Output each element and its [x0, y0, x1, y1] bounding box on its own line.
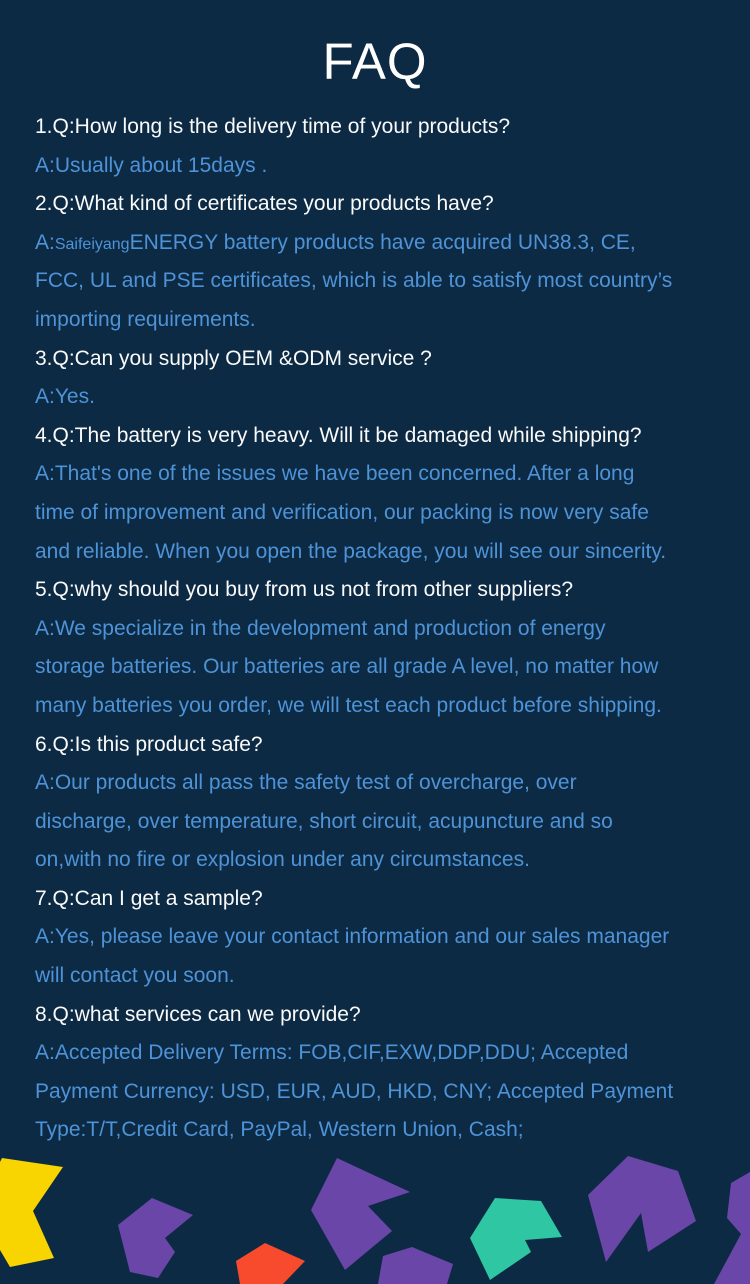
- faq-question-4: 4.Q:The battery is very heavy. Will it be damaged while shipping?: [35, 423, 642, 447]
- faq-answer-6-line-3: on,with no fire or explosion under any circumstances.: [35, 848, 530, 872]
- faq-answer-4-line-1: A:That's one of the issues we have been concerned. After a long: [35, 462, 635, 486]
- faq-answer-4-line-2: time of improvement and verification, our packing is now very safe: [35, 500, 649, 524]
- decor-diamond-red-icon: [236, 1243, 305, 1284]
- decor-arrow-yellow-icon: [0, 1158, 63, 1267]
- decor-trapezoid-purple-icon: [378, 1247, 453, 1284]
- faq-answer-2-line-2: FCC, UL and PSE certificates, which is able to satisfy most country’s: [35, 269, 673, 293]
- faq-answer-5-line-2: storage batteries. Our batteries are all grade A level, no matter how: [35, 655, 659, 679]
- faq-answer-4-line-3: and reliable. When you open the package, you will see our sincerity.: [35, 539, 667, 563]
- faq-answer-8-line-2: Payment Currency: USD, EUR, AUD, HKD, CNY; Accepted Payment: [35, 1079, 674, 1103]
- brand-name: Saifeiyang: [54, 235, 130, 253]
- faq-question-6: 6.Q:Is this product safe?: [35, 732, 263, 756]
- faq-question-8: 8.Q:what services can we provide?: [35, 1002, 361, 1026]
- faq-answer-8-line-3: Type:T/T,Credit Card, PayPal, Western Union, Cash;: [35, 1118, 524, 1142]
- faq-question-5: 5.Q:why should you buy from us not from other suppliers?: [35, 578, 574, 602]
- faq-answer-6-line-1: A:Our products all pass the safety test of overcharge, over: [35, 771, 577, 795]
- faq-answer-7-line-2: will contact you soon.: [35, 964, 235, 988]
- decor-arrow-purple-left-icon: [118, 1198, 193, 1278]
- faq-question-7: 7.Q:Can I get a sample?: [35, 886, 263, 910]
- faq-list: [35, 108, 740, 1150]
- faq-answer-5-line-3: many batteries you order, we will test each product before shipping.: [35, 693, 662, 717]
- faq-answer-1-line-1: A:Usually about 15days .: [35, 153, 268, 177]
- faq-question-2: 2.Q:What kind of certificates your products have?: [35, 192, 494, 216]
- decorative-shapes-band: [0, 1134, 750, 1284]
- page-title: FAQ: [322, 33, 428, 90]
- decor-arrow-teal-icon: [470, 1198, 562, 1280]
- faq-question-1: 1.Q:How long is the delivery time of your products?: [35, 115, 511, 138]
- decor-arrow-purple-large-icon: [588, 1156, 696, 1262]
- faq-answer-6-line-2: discharge, over temperature, short circuit, acupuncture and so: [35, 809, 613, 833]
- answer-prefix: A:: [35, 230, 55, 254]
- answer-text: ENERGY battery products have acquired UN38.3, CE,: [129, 230, 636, 254]
- faq-question-3: 3.Q:Can you supply OEM &ODM service ?: [35, 346, 432, 370]
- faq-answer-7-line-1: A:Yes, please leave your contact information and our sales manager: [35, 925, 670, 949]
- decor-arrow-purple-right-icon: [714, 1172, 750, 1284]
- faq-answer-2-line-1: [35, 224, 740, 263]
- faq-answer-3-line-1: A:Yes.: [35, 385, 95, 409]
- faq-answer-5-line-1: A:We specialize in the development and production of energy: [35, 616, 606, 640]
- faq-answer-8-line-1: A:Accepted Delivery Terms: FOB,CIF,EXW,DDP,DDU; Accepted: [35, 1041, 629, 1065]
- faq-answer-2-line-3: importing requirements.: [35, 307, 256, 331]
